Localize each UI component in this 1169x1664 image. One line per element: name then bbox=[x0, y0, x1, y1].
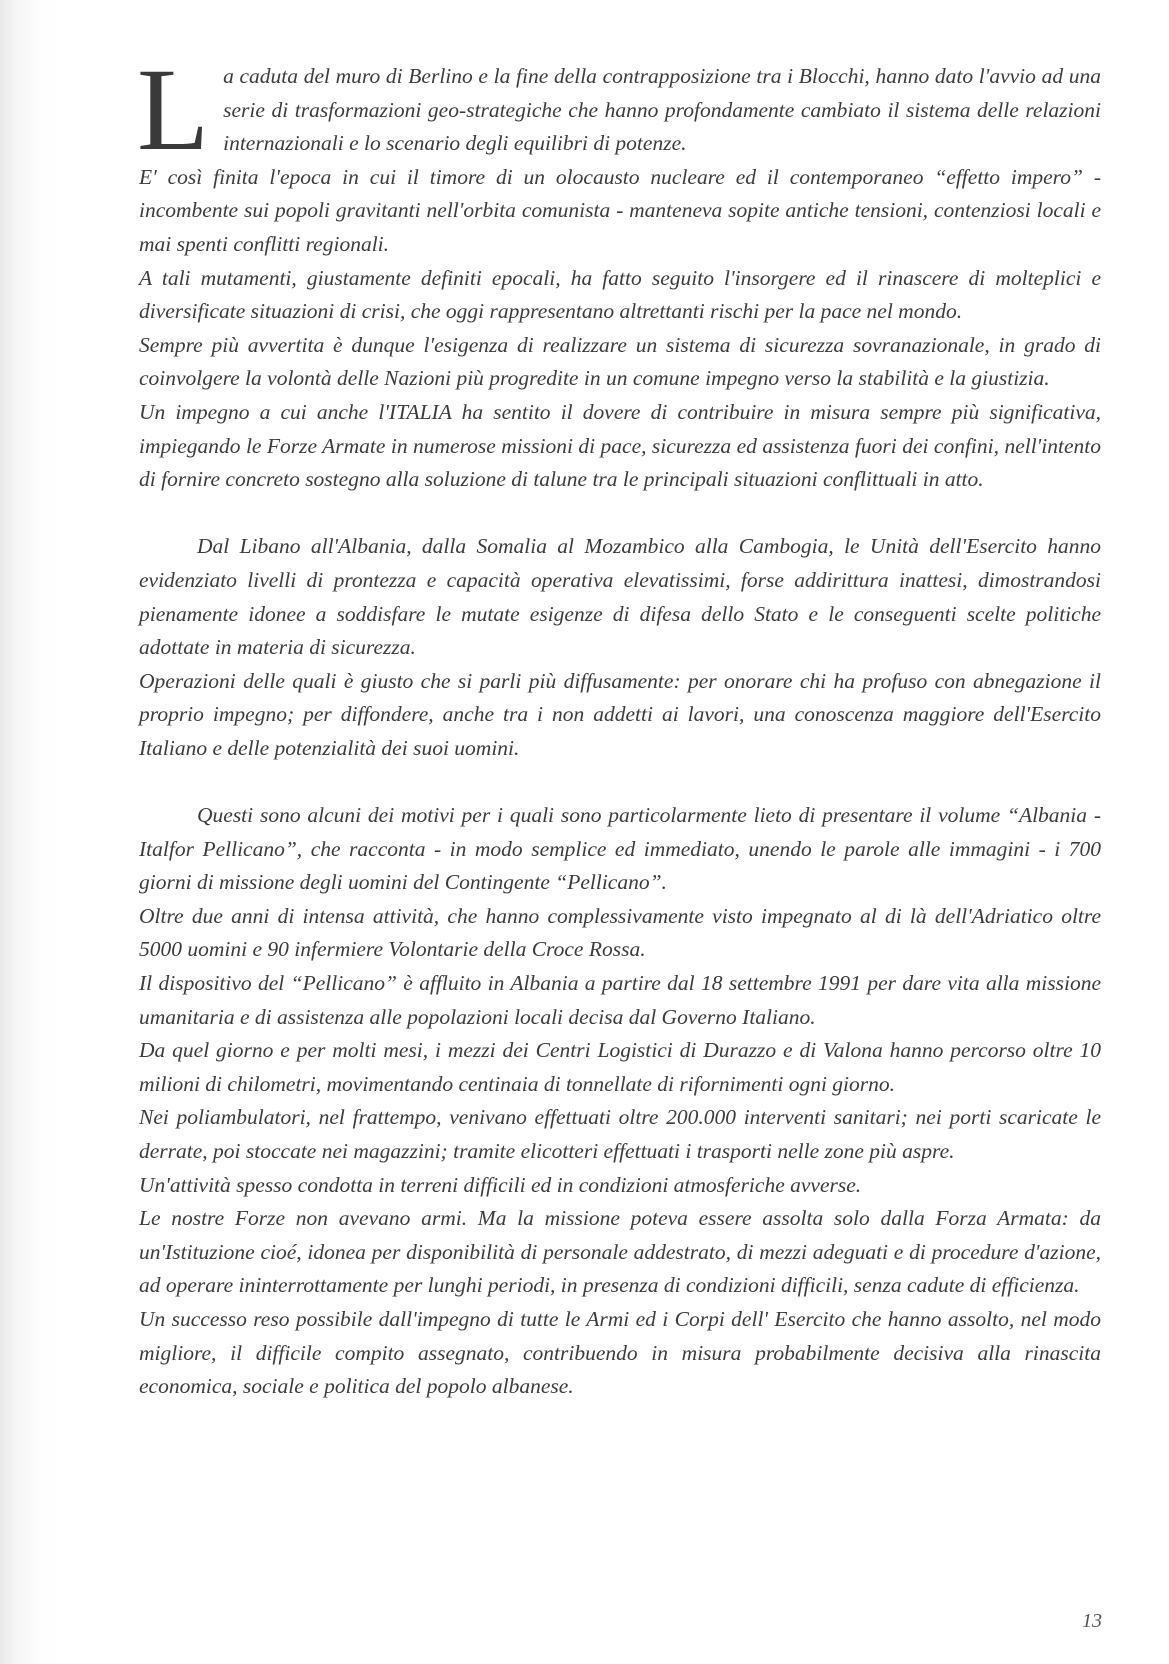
page-number: 13 bbox=[1082, 1610, 1102, 1632]
paragraph-14: Le nostre Forze non avevano armi. Ma la missione poteva essere assolta solo dalla Forza Armata: da un'Istituzione cioé, idonea per disponibilità di personale addestrato, di mezzi adeguati e di procedure d'azione, ad operare ininterrottamente per lunghi periodi, in presenza di condizioni difficili, senza cadute di efficienza. bbox=[139, 1206, 1101, 1298]
paragraph-13: Un'attività spesso condotta in terreni difficili ed in condizioni atmosferiche avverse. bbox=[139, 1172, 862, 1197]
paragraph-7: Operazioni delle quali è giusto che si parli più diffusamente: per onorare chi ha profuso con abnegazione il proprio impegno; per diffondere, anche tra i non addetti ai lavori, una conoscenza maggiore dell'Esercito Italiano e delle potenzialità dei suoi uomini. bbox=[139, 668, 1101, 760]
paragraph-gap bbox=[139, 497, 1101, 531]
body-text bbox=[137, 44, 1101, 1404]
paragraph-9: Oltre due anni di intensa attività, che hanno complessivamente visto impegnato al di là dell'Adriatico oltre 5000 uomini e 90 infermiere Volontarie della Croce Rossa. bbox=[139, 903, 1101, 962]
paragraph-8: Questi sono alcuni dei motivi per i quali sono particolarmente lieto di presentare il volume “Albania - Italfor Pellicano”, che racconta - in modo semplice ed immediato, unendo le parole alle immagini - i 700 giorni di missione degli uomini del Contingente “Pellicano”. bbox=[139, 803, 1101, 895]
paragraph-10: Il dispositivo del “Pellicano” è affluito in Albania a partire dal 18 settembre 1991 per dare vita alla missione umanitaria e di assistenza alle popolazioni locali decisa dal Governo Italiano. bbox=[139, 971, 1101, 1029]
paragraph-6: Dal Libano all'Albania, dalla Somalia al Mozambico alla Cambogia, le Unità dell'Esercito hanno evidenziato livelli di prontezza e capacità operativa elevatissimi, forse addirittura inattesi, dimostrandosi pienamente idonee a soddisfare le mutate esigenze di difesa dello Stato e le conseguenti scelte politiche adottate in materia di sicurezza. bbox=[139, 534, 1101, 660]
paragraph-1 bbox=[137, 44, 1101, 175]
paragraph-15: Un successo reso possibile dall'impegno di tutte le Armi ed i Corpi dell' Esercito che hanno assolto, nel modo migliore, il difficile compito assegnato, contribuendo in misura probabilmente decisiva alla rinascita economica, sociale e politica del popolo albanese. bbox=[139, 1306, 1101, 1399]
paragraph-12: Nei poliambulatori, nel frattempo, venivano effettuati oltre 200.000 interventi sanitari; nei porti scaricate le derrate, poi stoccate nei magazzini; tramite elicotteri effettuati i trasporti nelle zone più aspre. bbox=[139, 1105, 1101, 1163]
paragraph-11: Da quel giorno e per molti mesi, i mezzi dei Centri Logistici di Durazzo e di Valona hanno percorso oltre 10 milioni di chilometri, movimentando centinaia di tonnellate di rifornimenti ogni giorno. bbox=[139, 1038, 1101, 1096]
drop-cap-letter: L bbox=[137, 44, 210, 175]
paragraph-3: A tali mutamenti, giustamente definiti epocali, ha fatto seguito l'insorgere ed il rinascere di molteplici e diversificate situazioni di crisi, che oggi rappresentano altrettanti rischi per la pace nel mondo. bbox=[139, 265, 1101, 324]
paragraph-4: Sempre più avvertita è dunque l'esigenza di realizzare un sistema di sicurezza sovranazionale, in grado di coinvolgere la volontà delle Nazioni più progredite in un comune impegno verso la stabilità e la giustizia. bbox=[139, 332, 1101, 391]
paragraph-1-text: a caduta del muro di Berlino e la fine della contrapposizione tra i Blocchi, hanno dato l'avvio ad una serie di trasformazioni geo-strategiche che hanno profondamente cambiato il sistema delle relazioni internazionali e lo scenario degli equilibri di potenze. bbox=[223, 64, 1101, 156]
paragraph-5: Un impegno a cui anche l'ITALIA ha sentito il dovere di contribuire in misura sempre più significativa, impiegando le Forze Armate in numerose missioni di pace, sicurezza ed assistenza fuori dei confini, nell'intento di fornire concreto sostegno alla soluzione di talune tra le principali situazioni conflittuali in atto. bbox=[139, 399, 1101, 492]
paragraph-gap bbox=[139, 765, 1101, 799]
paragraph-2: E' così finita l'epoca in cui il timore di un olocausto nucleare ed il contemporaneo “effetto impero” - incombente sui popoli gravitanti nell'orbita comunista - manteneva sopite antiche tensioni, contenziosi locali e mai spenti conflitti regionali. bbox=[139, 164, 1101, 256]
